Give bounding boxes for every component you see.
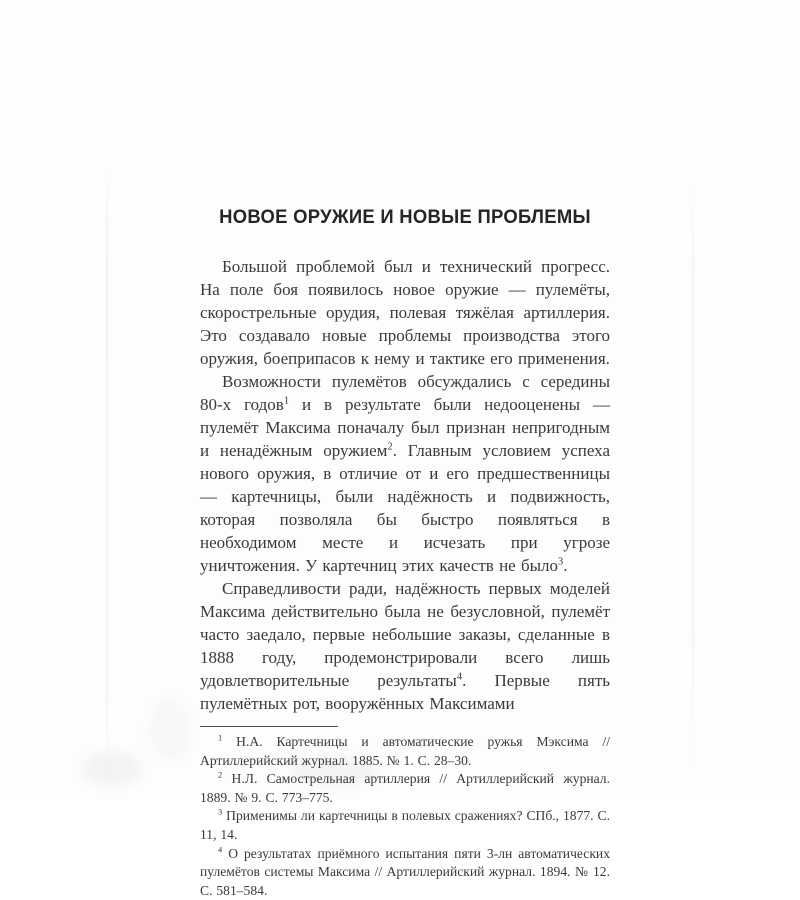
footnote-marker: 1: [218, 732, 223, 743]
footnote: $^3$ Применимы ли картечницы в полевых сражениях? СПб., 1877. С. 11, 14.: [200, 806, 610, 842]
footnote-marker: 3: [218, 806, 223, 817]
scan-edge-right: [692, 182, 694, 772]
chapter-title: НОВОЕ ОРУЖИЕ И НОВЫЕ ПРОБЛЕМЫ: [219, 207, 591, 228]
footnote-marker: 4: [218, 844, 223, 855]
footnote-marker: 2: [387, 441, 393, 453]
scan-smudge: [82, 752, 142, 786]
footnote: $^1$ Н.А. Картечницы и автоматические ружья Мэксима // Артиллерийский журнал. 1885. № 1. С. 28–30.: [200, 732, 610, 768]
body-paragraphs: [200, 255, 610, 715]
paragraph: Справедливости ради, надёжность первых моделей Максима действительно была не безусловной, пулемёт часто заедало, первые небольшие заказы, сделанные в 1888 году, продемонстрировали всего лишь удовлетворительные результаты$^4$. Первые пять пулемётных рот, вооружённых Максимами: [200, 579, 611, 713]
footnote-separator: [200, 726, 338, 727]
footnote-marker: 3: [558, 556, 564, 568]
scan-smudge: [150, 700, 190, 760]
footnote-marker: 2: [218, 769, 223, 780]
scan-edge-left: [106, 168, 108, 780]
footnote: $^4$ О результатах приёмного испытания пяти 3-лн автоматических пулемётов системы Максима // Артиллерийский журнал. 1894. № 12. С. 581–584.: [200, 844, 610, 898]
paragraph: Большой проблемой был и технический прогресс. На поле боя появилось новое оружие — пулемёты, скорострельные орудия, полевая тяжёлая артиллерия. Это создавало новые проблемы производства этого оружия, боеприпасов к нему и тактике его применения.: [200, 257, 610, 368]
footnote-marker: 4: [456, 671, 463, 683]
footnote: $^2$ Н.Л. Самострельная артиллерия // Артиллерийский журнал. 1889. № 9. С. 773–775.: [200, 769, 610, 805]
page-content: [200, 204, 610, 900]
paragraph: Возможности пулемётов обсуждались с середины 80-х годов$^1$ и в результате были недооценены — пулемёт Максима поначалу был признан непригодным и ненадёжным оружием$^2$. Главным условием успеха нового оружия, в отличие от и его предшественницы — картечницы, были надёжность и подвижность, которая позволяла бы быстро появляться в необходимом месте и исчезать при угрозе уничтожения. У картечниц этих качеств не было$^3$.: [200, 372, 610, 575]
footnote-marker: 1: [283, 395, 290, 407]
footnotes: [200, 733, 610, 900]
